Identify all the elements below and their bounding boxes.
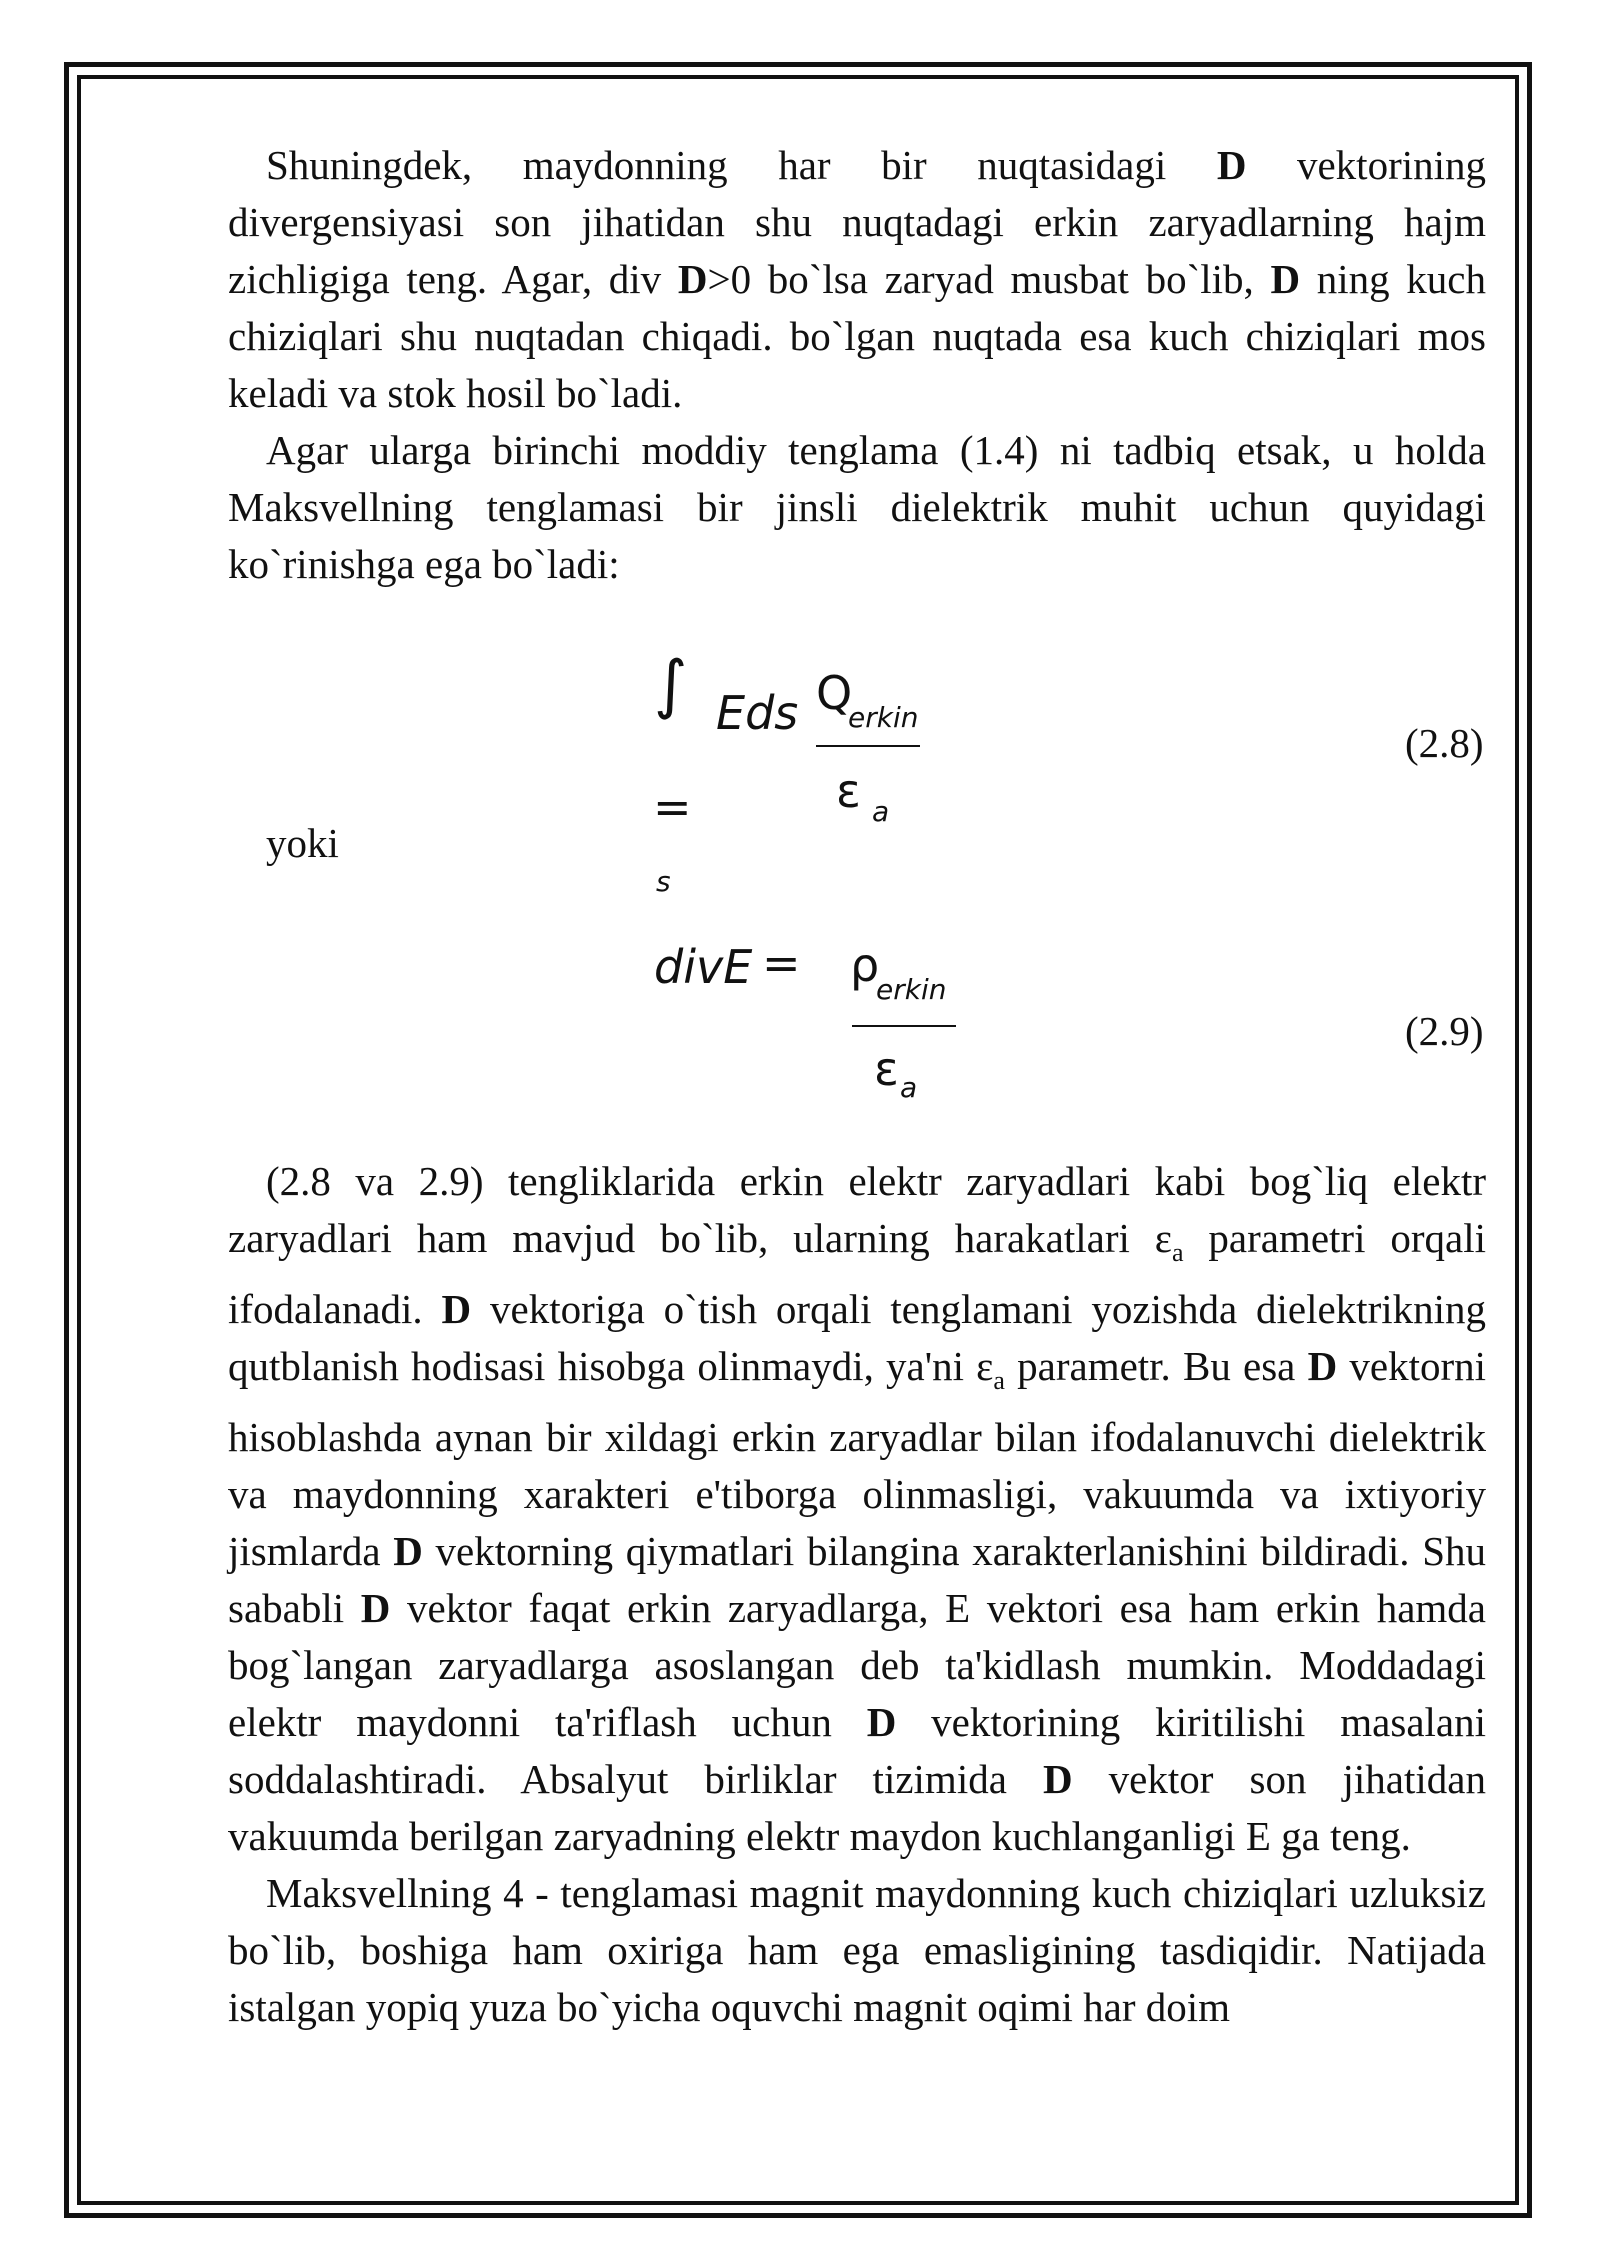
text-run: vektorning qiymatlari bilangina xarakterlanishini bildiradi. Shu sababli [228,1528,1486,1632]
text-run: >0 bo`lsa zaryad musbat bo`lib, [707,256,1271,302]
bold-vector-d: D [441,1286,472,1333]
bold-vector-d: D [1270,256,1301,302]
text-run: Shuningdek, maydonning har bir nuqtasidagi [266,142,1217,188]
eq1-lhs: Eds [716,686,799,740]
eq2-denominator-sub: a [900,1071,918,1104]
text-run: Maksvellning 4 - tenglamasi magnit maydonning kuch chiziqlari uzluksiz bo`lib, boshiga ham oxiriga ham ega emasligining tasdiqidir. Natijada istalgan yopiq yuza bo`yicha oquvchi magnit oqimi har doim [228,1870,1486,2031]
equation-number-2-8: (2.8) [1405,720,1484,766]
text-run: (2.8 va 2.9) tengliklarida erkin elektr zaryadlari kabi bog`liq elektr zaryadlari ham mavjud bo`lib, ularning harakatlari ε [228,1158,1486,1261]
eq2-lhs: divE [654,940,753,994]
paragraph [228,137,1486,422]
bold-vector-d: D [360,1585,391,1632]
eq1-equals: = [653,780,692,834]
subscript: a [1171,1238,1184,1268]
eq1-surface-sub: s [656,865,671,898]
eq1-numerator-sub: erkin [848,701,919,734]
eq1-denominator-epsilon: ε [836,764,861,818]
eq1-denominator-sub: a [872,795,890,828]
text-run: vektor son jihatidan vakuumda berilgan zaryadning elektr maydon kuchlanganligi E ga teng. [228,1756,1486,1860]
eq1-numerator-q: Q [816,666,853,720]
body-text-top [228,137,1486,593]
eq2-fraction-line [852,1025,956,1027]
integral-sign: ∫ [654,648,688,722]
bold-vector-d: D [677,256,708,302]
eq2-numerator-rho: ρ [850,938,880,992]
text-run: vektor faqat erkin zaryadlarga, E vektori esa ham erkin hamda bog`langan zaryadlarga asoslangan deb ta'kidlash mumkin. Moddadagi elektr maydonni ta'riflash uchun [228,1585,1486,1746]
subscript: a [993,1366,1005,1396]
eq2-equals: = [762,936,801,990]
text-run: ning kuch chiziqlari shu nuqtadan chiqadi. bo`lgan nuqtada esa kuch chiziqlari mos keladi va stok hosil bo`ladi. [228,256,1486,416]
eq1-fraction-line [816,745,920,747]
yoki-text: yoki [266,820,339,866]
bold-vector-d: D [1307,1343,1338,1390]
text-run: vektoriga o`tish orqali tenglamani yozishda dielektrikning qutblanish hodisasi hisobga olinmaydi, ya'ni ε [228,1286,1487,1390]
text-run: vektorining divergensiyasi son jihatidan shu nuqtadagi erkin zaryadlarning hajm zichligiga teng. Agar, div [228,142,1486,302]
equations-block [228,593,1486,1153]
paragraph [228,422,1486,593]
text-run: Agar ularga birinchi moddiy tenglama (1.4) ni tadbiq etsak, u holda Maksvellning tenglamasi bir jinsli dielektrik muhit uchun quyidagi ko`rinishga ega bo`ladi: [228,427,1486,587]
document-page [228,137,1486,2036]
eq2-denominator-epsilon: ε [874,1042,899,1096]
eq2-numerator-sub: erkin [876,973,947,1006]
bold-vector-d: D [1042,1756,1073,1803]
text-run: vektorining kiritilishi masalani soddalashtiradi. Absalyut birliklar tizimida [228,1699,1487,1803]
body-text-bottom [228,1153,1486,2036]
paragraph [228,1153,1486,1865]
text-run: parametr. Bu esa [1004,1343,1308,1390]
equation-number-2-9: (2.9) [1405,1008,1484,1054]
bold-vector-d: D [1216,142,1247,188]
text-run: vektorni hisoblashda aynan bir xildagi erkin zaryadlar bilan ifodalanuvchi dielektrik va maydonning xarakteri e'tiborga olinmasligi, vakuumda va ixtiyoriy jismlarda [228,1343,1487,1575]
paragraph [228,1865,1486,2036]
bold-vector-d: D [866,1699,897,1746]
bold-vector-d: D [393,1528,423,1575]
text-run: parametri orqali ifodalanadi. [228,1215,1486,1333]
